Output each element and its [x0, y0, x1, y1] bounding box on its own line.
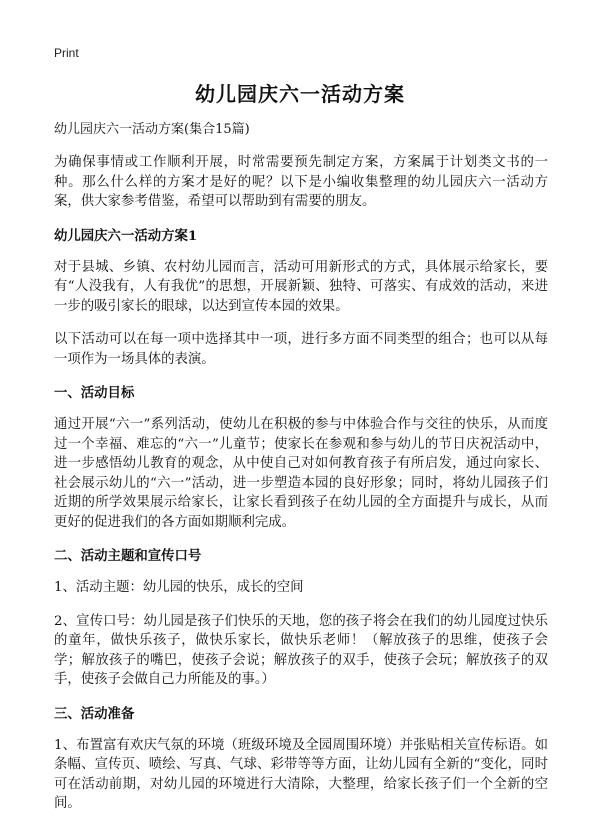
prep-paragraph-1: 1、布置富有欢庆气氛的环境（班级环境及全园周围环境）并张贴相关宣传标语。如条幅、宣传页、喷绘、写真、气球、彩带等等方面，让幼儿园有全新的“变化，同时可在活动前期，对幼儿园的环境进行大清除，大整理，给家长孩子们一个全新的空间。 — [54, 737, 548, 811]
intro-paragraph: 为确保事情或工作顺利开展，时常需要预先制定方案，方案属于计划类文书的一种。那么什么样的方案才是好的呢？以下是小编收集整理的幼儿园庆六一活动方案，供大家参考借鉴，希望可以帮助到有需要的朋友。 — [54, 155, 548, 209]
goal-paragraph: 通过开展“六一”系列活动，使幼儿在积极的参与中体验合作与交往的快乐，从而度过一个幸福、难忘的“六一”儿童节；使家长在参观和参与幼儿的节日庆祝活动中，进一步感悟幼儿教育的观念，从中使自己对如何教育孩子有所启发，通过向家长、社会展示幼儿的“六一”活动，进一步塑造本园的良好形象；同时，将幼儿园孩子们近期的所学效果展示给家长，让家长看到孩子在幼儿园的全方面提升与成长，从而更好的促进我们的各方面如期顺利完成。 — [54, 417, 548, 530]
theme-paragraph-1: 1、活动主题：幼儿园的快乐，成长的空间 — [54, 580, 304, 595]
theme-heading: 二、活动主题和宣传口号 — [54, 548, 202, 564]
section1-paragraph-1: 对于县城、乡镇、农村幼儿园而言，活动可用新形式的方式，具体展示给家长，要有“人没我有，人有我优”的思想，开展新颖、独特、可落实、有成效的活动，来进一步的吸引家长的眼球，以达到宣传本园的效果。 — [54, 259, 548, 314]
document-body — [54, 120, 548, 828]
section1-heading: 幼儿园庆六一活动方案1 — [54, 227, 198, 244]
section1-paragraph-2: 以下活动可以在每一项中选择其中一项，进行多方面不同类型的组合；也可以从每一项作为一场具体的表演。 — [54, 332, 548, 367]
prep-heading: 三、活动准备 — [54, 705, 135, 722]
goal-heading: 一、活动目标 — [54, 385, 135, 401]
document-subtitle: 幼儿园庆六一活动方案(集合15篇) — [54, 122, 250, 137]
theme-paragraph-2: 2、宣传口号：幼儿园是孩子们快乐的天地，您的孩子将会在我们的幼儿园度过快乐的童年，做快乐孩子，做快乐家长，做快乐老师！（解放孩子的思维，使孩子会学；解放孩子的嘴巴，使孩子会说；解放孩子的双手，使孩子会玩；解放孩子的双手，使孩子会做自己力所能及的事。） — [54, 613, 548, 687]
print-label: Print — [54, 46, 79, 60]
document-title: 幼儿园庆六一活动方案 — [195, 82, 405, 106]
